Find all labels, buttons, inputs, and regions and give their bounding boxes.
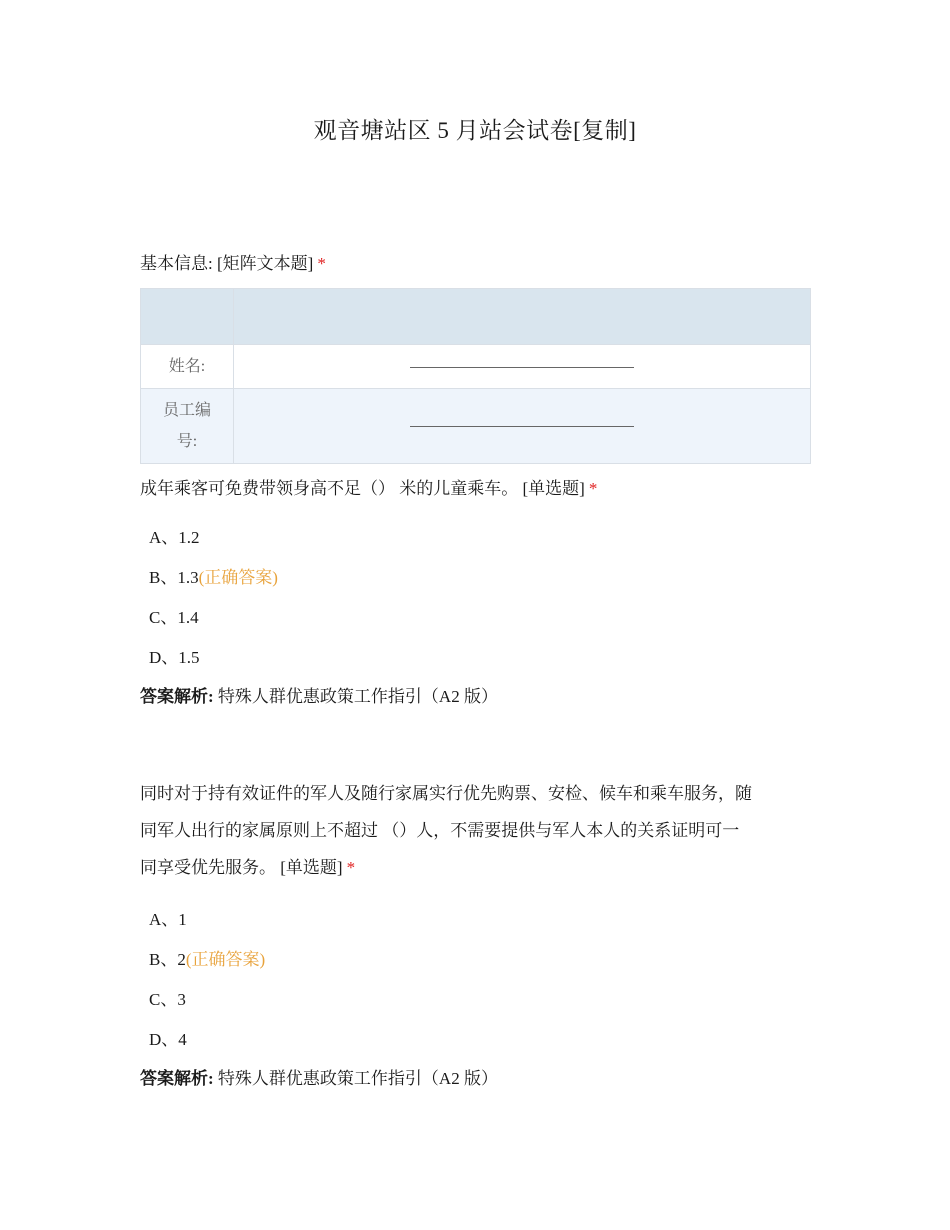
question-2-line2: 同军人出行的家属原则上不超过 （）人，不需要提供与军人本人的关系证明可一 bbox=[140, 821, 740, 840]
required-mark: * bbox=[317, 254, 326, 273]
employee-id-blank-line bbox=[410, 425, 634, 427]
correct-answer-mark: (正确答案) bbox=[185, 950, 266, 969]
q1-option-c[interactable] bbox=[149, 603, 199, 628]
correct-answer-mark: (正确答案) bbox=[198, 568, 278, 587]
option-text: C、1.4 bbox=[149, 608, 199, 627]
option-text: D、4 bbox=[149, 1030, 187, 1049]
name-label: 姓名: bbox=[141, 345, 234, 389]
option-text: B、2 bbox=[149, 950, 186, 969]
name-blank-line bbox=[410, 366, 634, 368]
question-2-line3-wrap bbox=[140, 849, 812, 886]
matrix-header-row bbox=[141, 289, 811, 345]
employee-id-input[interactable] bbox=[234, 389, 811, 464]
option-text: A、1 bbox=[149, 910, 187, 929]
option-text: A、1.2 bbox=[149, 528, 200, 547]
analysis-text: 特殊人群优惠政策工作指引（A2 版） bbox=[217, 687, 498, 706]
q2-option-a[interactable] bbox=[149, 905, 187, 930]
question-label: 基本信息: bbox=[140, 254, 213, 273]
q2-option-d[interactable] bbox=[149, 1025, 187, 1050]
q1-option-d[interactable] bbox=[149, 643, 200, 668]
question-1-text: 成年乘客可免费带领身高不足（） 米的儿童乘车。 bbox=[140, 479, 519, 498]
q1-analysis bbox=[140, 682, 498, 707]
matrix-row-employee-id bbox=[141, 389, 811, 464]
analysis-text: 特殊人群优惠政策工作指引（A2 版） bbox=[217, 1069, 498, 1088]
required-mark: * bbox=[588, 479, 598, 498]
analysis-label: 答案解析: bbox=[140, 1069, 214, 1088]
matrix-row-name bbox=[141, 345, 811, 389]
question-2 bbox=[140, 775, 812, 886]
question-2-line1: 同时对于持有效证件的军人及随行家属实行优先购票、安检、候车和乘车服务，随 bbox=[140, 784, 752, 803]
q2-option-b[interactable] bbox=[149, 945, 265, 970]
question-1-type: [单选题] bbox=[522, 479, 585, 498]
q1-option-a[interactable] bbox=[149, 523, 200, 548]
employee-id-label-line1: 员工编 bbox=[162, 402, 211, 419]
question-1 bbox=[140, 470, 812, 507]
question-basic-info bbox=[140, 245, 812, 282]
option-text: B、1.3 bbox=[149, 568, 199, 587]
matrix-table bbox=[140, 288, 811, 464]
q2-option-c[interactable] bbox=[149, 985, 186, 1010]
option-text: D、1.5 bbox=[149, 648, 200, 667]
q1-option-b[interactable] bbox=[149, 563, 278, 588]
matrix-header-cell bbox=[234, 289, 811, 345]
question-type: [矩阵文本题] bbox=[216, 254, 314, 273]
option-text: C、3 bbox=[149, 990, 186, 1009]
name-input[interactable] bbox=[234, 345, 811, 389]
question-2-type: [单选题] bbox=[280, 858, 343, 877]
employee-id-label-line2: 号: bbox=[176, 433, 198, 450]
q2-analysis bbox=[140, 1064, 498, 1089]
required-mark: * bbox=[346, 858, 356, 877]
analysis-label: 答案解析: bbox=[140, 687, 214, 706]
question-2-line3: 同享受优先服务。 bbox=[140, 858, 276, 877]
matrix-header-cell bbox=[141, 289, 234, 345]
employee-id-label bbox=[141, 389, 234, 464]
page-title: 观音塘站区 5 月站会试卷[复制] bbox=[313, 118, 637, 143]
